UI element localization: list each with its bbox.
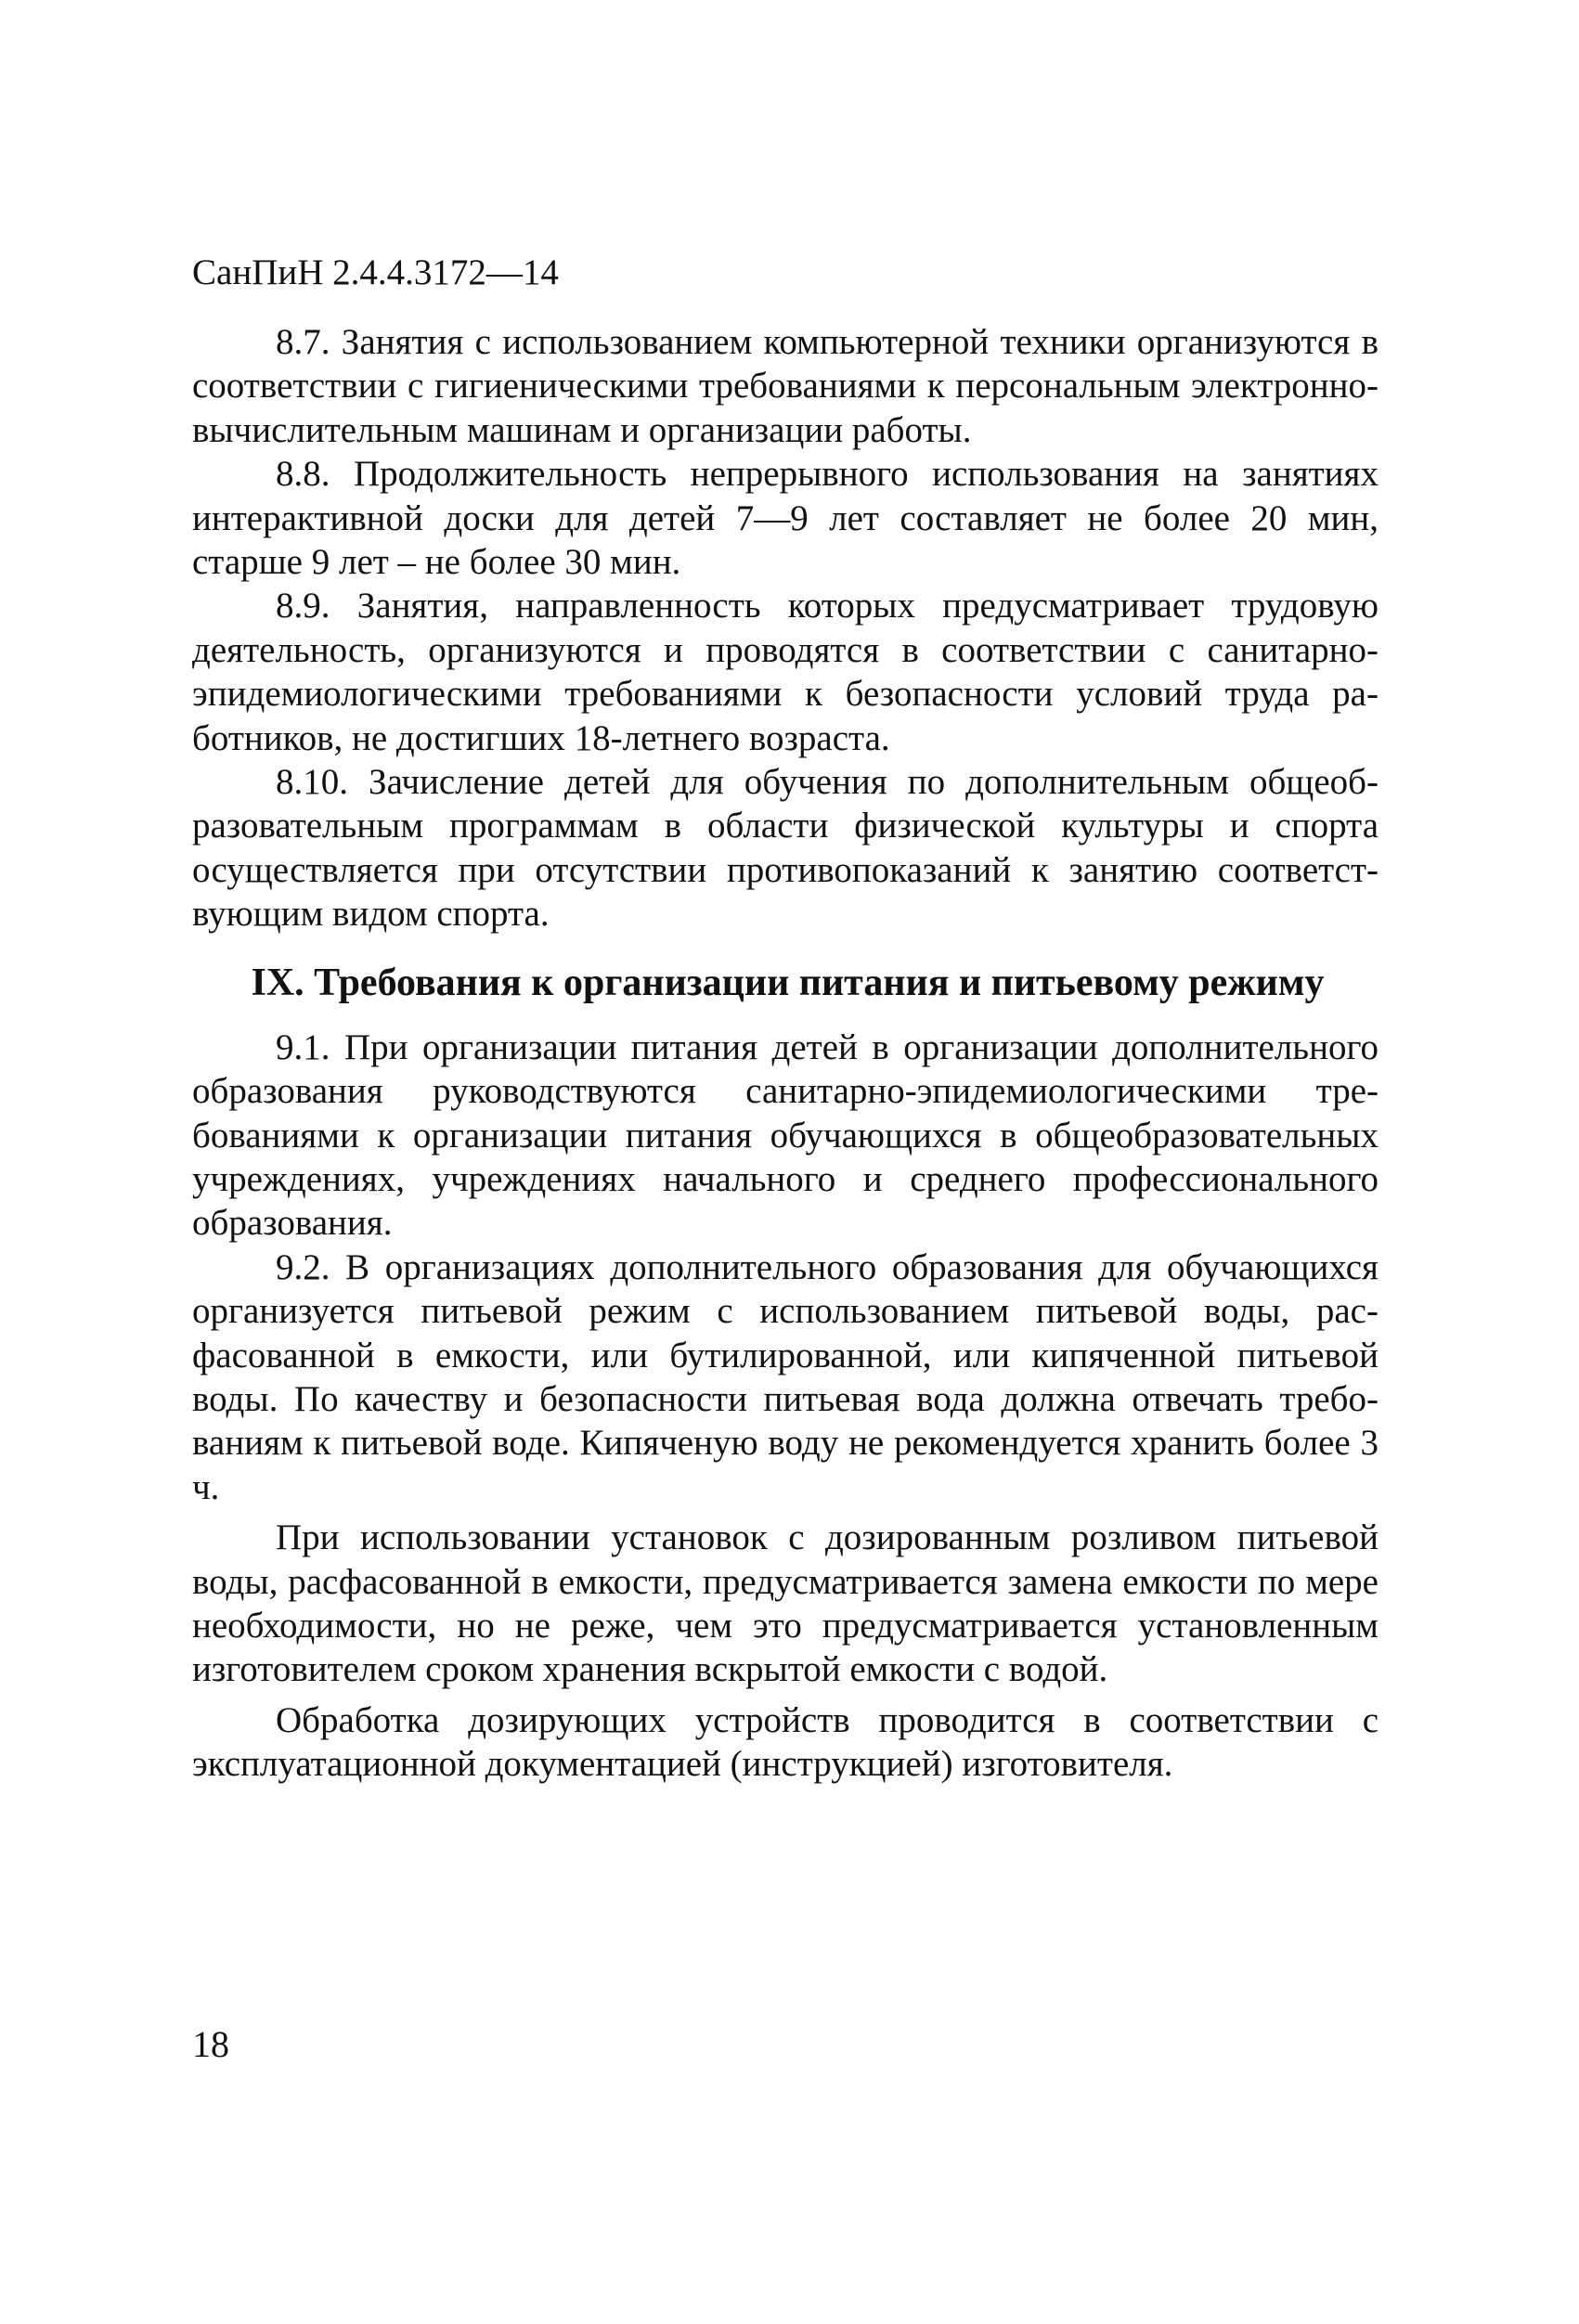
section-heading: IX. Требования к организации питания и питьевому режиму: [251, 961, 1325, 1004]
page-number: 18: [192, 2023, 229, 2065]
paragraph-8-7: 8.7. Занятия с использованием компьютерной техники организуются в соответствии с гигиеническими требованиями к персональным электронно-вычислительным машинам и организации работы.: [192, 322, 1378, 450]
paragraph-gap: [192, 1692, 1378, 1698]
paragraph-8-9: 8.9. Занятия, направленность которых предусматривает трудовую деятельность, организуются и проводятся в соответствии с санитарно-эпидемиологическими требованиями к безопасности условий труда работников, не достигших 18-летнего возраста.: [192, 586, 1378, 758]
paragraph-dispensers: При использовании установок с дозированным розливом питьевой воды, расфасованной в емкости, предусматривается замена емкости по мере необходимости, но не реже, чем это предусматривается установленным изготовителем сроком хранения вскрытой емкости с водой.: [192, 1517, 1378, 1690]
paragraph-gap: [192, 1509, 1378, 1516]
paragraph-8-10: 8.10. Зачисление детей для обучения по дополнительным общеобразовательным программам в области физической культуры и спорта осуществляется при отсутствии противопоказаний к занятию соответствующим видом спорта.: [192, 762, 1378, 935]
paragraph-processing: Обработка дозирующих устройств проводится в соответствии с эксплуатационной документацией (инструкцией) изготовителя.: [192, 1699, 1378, 1785]
paragraph-9-2: 9.2. В организациях дополнительного образования для обучающихся организуется питьевой режим с использованием питьевой воды, расфасованной в емкости, или бутилированной, или кипяченной питьевой воды. По качеству и безопасности питьевая вода должна отвечать требованиям к питьевой воде. Кипяченую воду не рекомендуется хранить более 3 ч.: [192, 1246, 1378, 1507]
paragraph-8-8: 8.8. Продолжительность непрерывного использования на занятиях интерактивной доски для детей 7—9 лет составляет не более 20 мин, старше 9 лет – не более 30 мин.: [192, 454, 1378, 583]
running-header: СанПиН 2.4.4.3172—14: [192, 252, 559, 292]
body-text: [192, 320, 1378, 1787]
paragraph-9-1: 9.1. При организации питания детей в организации дополнительного образования руководствуются санитарно-эпидемиологическими требованиями к организации питания обучающихся в общеобразовательных учреждениях, учреждениях начального и среднего профессионального образования.: [192, 1026, 1378, 1244]
